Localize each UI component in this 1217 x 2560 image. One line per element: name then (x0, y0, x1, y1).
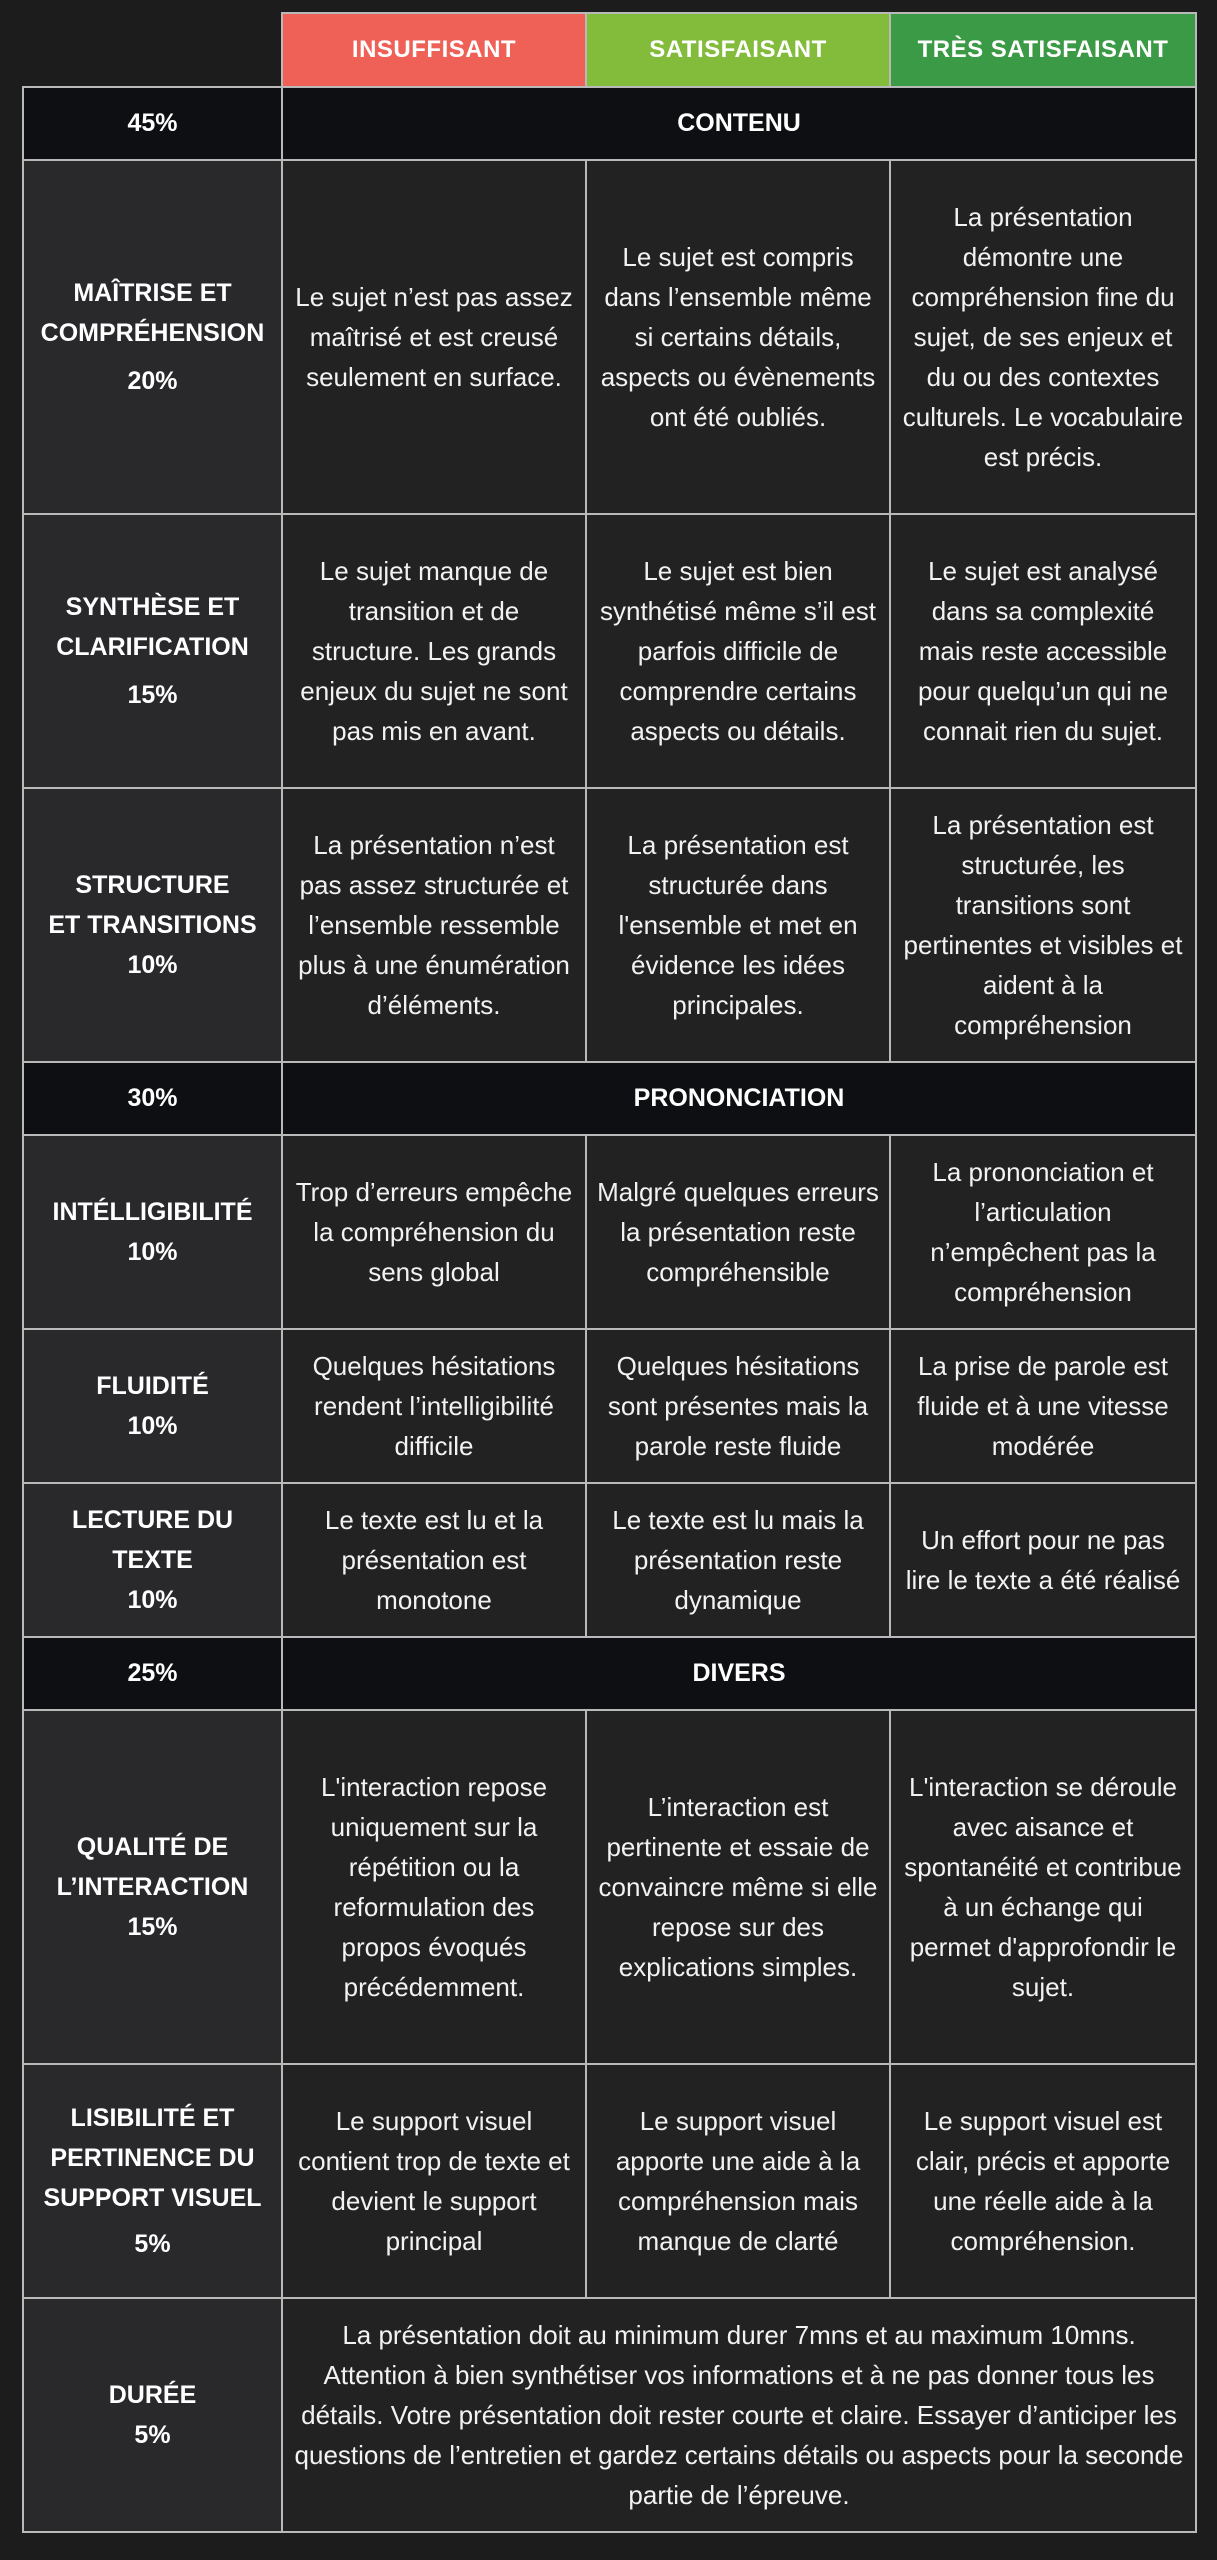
header-corner (23, 13, 282, 87)
criterion-label (23, 1329, 282, 1483)
criterion-name-line: PERTINENCE DU (50, 2144, 255, 2172)
cell-satisfaisant: Malgré quelques erreurs la présentation reste compréhensible (586, 1135, 890, 1329)
cell-satisfaisant: L’interaction est pertinente et essaie de convaincre même si elle repose sur des explications simples. (586, 1710, 890, 2064)
section-row-contenu (23, 87, 1196, 160)
level-header-satisfaisant: SATISFAISANT (586, 13, 890, 87)
criterion-label (23, 788, 282, 1062)
section-title: PRONONCIATION (282, 1062, 1196, 1135)
criterion-name-line: QUALITÉ DE (76, 1833, 229, 1861)
criterion-label (23, 2064, 282, 2298)
criterion-weight: 15% (127, 1913, 178, 1941)
criterion-weight: 5% (134, 2421, 171, 2449)
cell-insuffisant: L'interaction repose uniquement sur la répétition ou la reformulation des propos évoqués précédemment. (282, 1710, 586, 2064)
cell-tres-satisfaisant: Le support visuel est clair, précis et apporte une réelle aide à la compréhension. (890, 2064, 1196, 2298)
criterion-name-line: COMPRÉHENSION (40, 319, 265, 347)
criterion-weight: 20% (127, 367, 178, 395)
cell-tres-satisfaisant: Le sujet est analysé dans sa complexité mais reste accessible pour quelqu’un qui ne connait rien du sujet. (890, 514, 1196, 788)
level-header-row (23, 13, 1196, 87)
cell-satisfaisant: Le sujet est bien synthétisé même s’il est parfois difficile de comprendre certains aspects ou détails. (586, 514, 890, 788)
cell-insuffisant: Le support visuel contient trop de texte et devient le support principal (282, 2064, 586, 2298)
criterion-row (23, 2064, 1196, 2298)
criterion-name-line: INTÉLLIGIBILITÉ (52, 1198, 253, 1226)
criterion-row (23, 788, 1196, 1062)
section-weight: 30% (23, 1062, 282, 1135)
cell-tres-satisfaisant: La présentation démontre une compréhension fine du sujet, de ses enjeux et du ou des contextes culturels. Le vocabulaire est précis. (890, 160, 1196, 514)
level-header-tres-satisfaisant: TRÈS SATISFAISANT (890, 13, 1196, 87)
criterion-label (23, 1135, 282, 1329)
cell-insuffisant: Le texte est lu et la présentation est monotone (282, 1483, 586, 1637)
criterion-weight: 10% (127, 1412, 178, 1440)
criterion-row (23, 160, 1196, 514)
criterion-label (23, 2298, 282, 2532)
cell-insuffisant: Le sujet n’est pas assez maîtrisé et est creusé seulement en surface. (282, 160, 586, 514)
criterion-label (23, 160, 282, 514)
criterion-label (23, 1483, 282, 1637)
duree-note: La présentation doit au minimum durer 7mns et au maximum 10mns. Attention à bien synthétiser vos informations et à ne pas donner tous les détails. Votre présentation doit rester courte et claire. Essayer d’anticiper les questions de l’entretien et gardez certains détails ou aspects pour la seconde partie de l’épreuve. (282, 2298, 1196, 2532)
criterion-label (23, 1710, 282, 2064)
criterion-weight: 10% (127, 1238, 178, 1266)
criterion-row (23, 1135, 1196, 1329)
section-weight: 45% (23, 87, 282, 160)
cell-satisfaisant: Le texte est lu mais la présentation reste dynamique (586, 1483, 890, 1637)
criterion-name-line: SYNTHÈSE ET (65, 593, 240, 621)
criterion-name-line: CLARIFICATION (56, 633, 249, 661)
criterion-row (23, 514, 1196, 788)
criterion-weight: 5% (134, 2230, 171, 2258)
criterion-name-line: LISIBILITÉ ET (70, 2104, 235, 2132)
criterion-name-line: L’INTERACTION (56, 1873, 249, 1901)
criterion-name-line: DURÉE (108, 2381, 197, 2409)
cell-insuffisant: La présentation n’est pas assez structurée et l’ensemble ressemble plus à une énumération d’éléments. (282, 788, 586, 1062)
criterion-name-line: STRUCTURE (75, 871, 230, 899)
criterion-weight: 15% (127, 681, 178, 709)
cell-tres-satisfaisant: L'interaction se déroule avec aisance et spontanéité et contribue à un échange qui permet d'approfondir le sujet. (890, 1710, 1196, 2064)
section-row-divers (23, 1637, 1196, 1710)
criterion-name-line: ET TRANSITIONS (48, 911, 257, 939)
criterion-name-line: MAÎTRISE ET (73, 279, 232, 307)
cell-satisfaisant: Quelques hésitations sont présentes mais la parole reste fluide (586, 1329, 890, 1483)
section-title: CONTENU (282, 87, 1196, 160)
cell-tres-satisfaisant: La prononciation et l’articulation n’empêchent pas la compréhension (890, 1135, 1196, 1329)
evaluation-rubric-table (22, 12, 1197, 2533)
section-row-prononciation (23, 1062, 1196, 1135)
criterion-row (23, 1329, 1196, 1483)
criterion-row (23, 1710, 1196, 2064)
criterion-label (23, 514, 282, 788)
cell-satisfaisant: Le sujet est compris dans l’ensemble même si certains détails, aspects ou évènements ont été oubliés. (586, 160, 890, 514)
criterion-row (23, 1483, 1196, 1637)
criterion-weight: 10% (127, 1586, 178, 1614)
cell-tres-satisfaisant: La prise de parole est fluide et à une vitesse modérée (890, 1329, 1196, 1483)
cell-tres-satisfaisant: Un effort pour ne pas lire le texte a été réalisé (890, 1483, 1196, 1637)
duree-row (23, 2298, 1196, 2532)
section-weight: 25% (23, 1637, 282, 1710)
criterion-name-line: LECTURE DU (71, 1506, 234, 1534)
criterion-name-line: SUPPORT VISUEL (43, 2184, 262, 2212)
level-header-insuffisant: INSUFFISANT (282, 13, 586, 87)
cell-insuffisant: Trop d’erreurs empêche la compréhension du sens global (282, 1135, 586, 1329)
criterion-name-line: FLUIDITÉ (96, 1372, 209, 1400)
section-title: DIVERS (282, 1637, 1196, 1710)
cell-tres-satisfaisant: La présentation est structurée, les transitions sont pertinentes et visibles et aident à la compréhension (890, 788, 1196, 1062)
cell-satisfaisant: La présentation est structurée dans l'ensemble et met en évidence les idées principales. (586, 788, 890, 1062)
criterion-name-line: TEXTE (112, 1546, 193, 1574)
cell-satisfaisant: Le support visuel apporte une aide à la compréhension mais manque de clarté (586, 2064, 890, 2298)
cell-insuffisant: Le sujet manque de transition et de structure. Les grands enjeux du sujet ne sont pas mis en avant. (282, 514, 586, 788)
criterion-weight: 10% (127, 951, 178, 979)
cell-insuffisant: Quelques hésitations rendent l’intelligibilité difficile (282, 1329, 586, 1483)
